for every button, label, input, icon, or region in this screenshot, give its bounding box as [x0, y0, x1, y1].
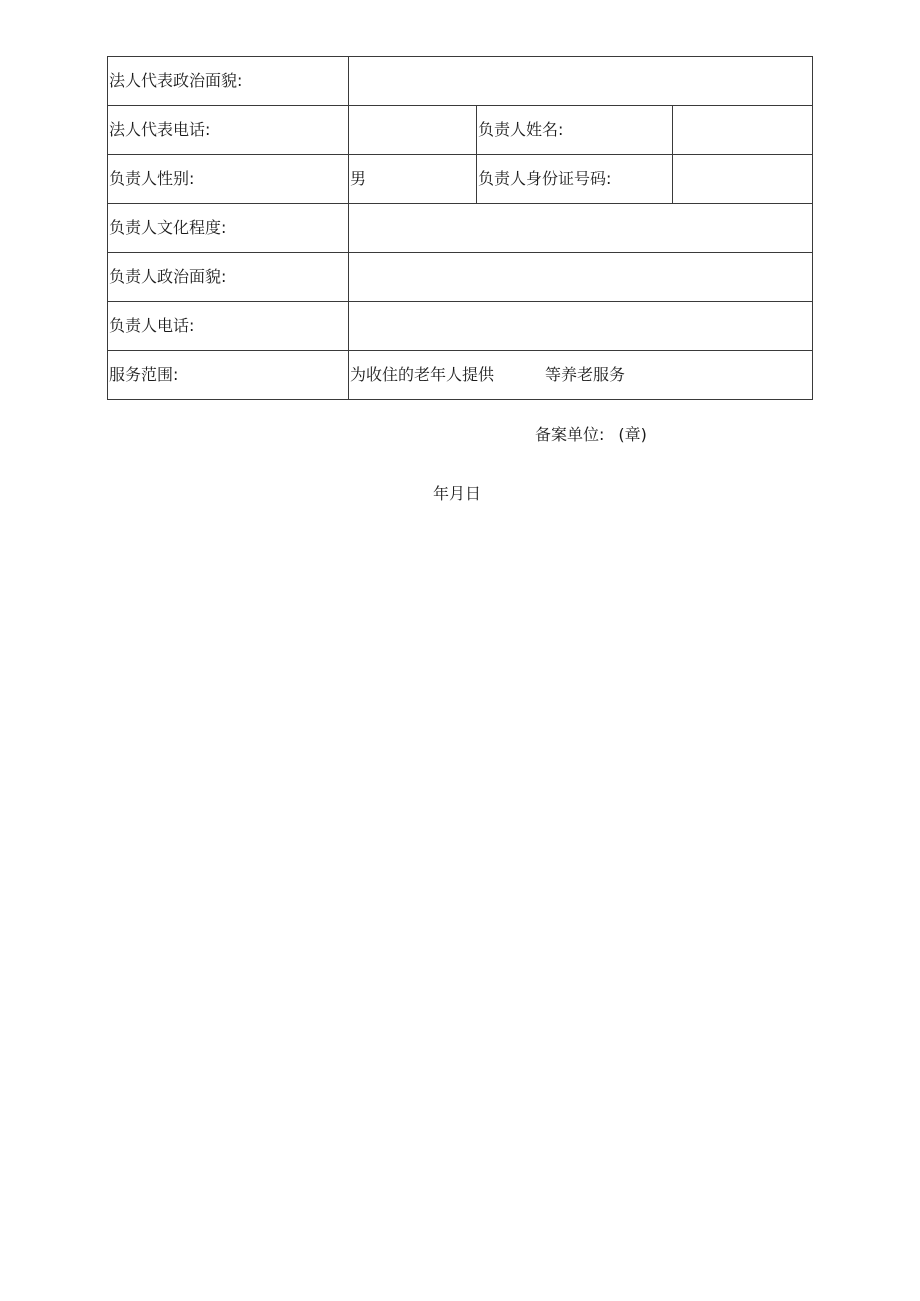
table-row: [108, 57, 813, 106]
value-legal-rep-political-status[interactable]: [349, 57, 813, 106]
date-line: 年月日: [433, 484, 482, 503]
value-manager-name[interactable]: [673, 106, 813, 155]
value-manager-id-number[interactable]: [673, 155, 813, 204]
table-row: [108, 106, 813, 155]
label-manager-education: 负责人文化程度:: [108, 204, 349, 253]
value-legal-rep-phone[interactable]: [349, 106, 477, 155]
label-legal-rep-phone: 法人代表电话:: [108, 106, 349, 155]
table-row: [108, 204, 813, 253]
label-manager-id-number: 负责人身份证号码:: [477, 155, 673, 204]
table-row: [108, 253, 813, 302]
table-row: [108, 351, 813, 400]
service-scope-suffix: 等养老服务: [545, 365, 626, 384]
value-manager-education[interactable]: [349, 204, 813, 253]
value-service-scope[interactable]: [349, 351, 813, 400]
label-manager-phone: 负责人电话:: [108, 302, 349, 351]
value-manager-political-status[interactable]: [349, 253, 813, 302]
label-service-scope: 服务范围:: [108, 351, 349, 400]
value-manager-gender[interactable]: 男: [349, 155, 477, 204]
label-legal-rep-political-status: 法人代表政治面貌:: [108, 57, 349, 106]
label-manager-political-status: 负责人政治面貌:: [108, 253, 349, 302]
stamp-placeholder: (章): [618, 425, 647, 444]
filing-unit-label: 备案单位:: [535, 425, 605, 444]
label-manager-name: 负责人姓名:: [477, 106, 673, 155]
value-manager-phone[interactable]: [349, 302, 813, 351]
filing-unit-line: [535, 424, 647, 446]
table-row: [108, 155, 813, 204]
registration-form-table: [107, 56, 813, 400]
label-manager-gender: 负责人性别:: [108, 155, 349, 204]
service-scope-prefix: 为收住的老年人提供: [350, 365, 495, 384]
table-row: [108, 302, 813, 351]
